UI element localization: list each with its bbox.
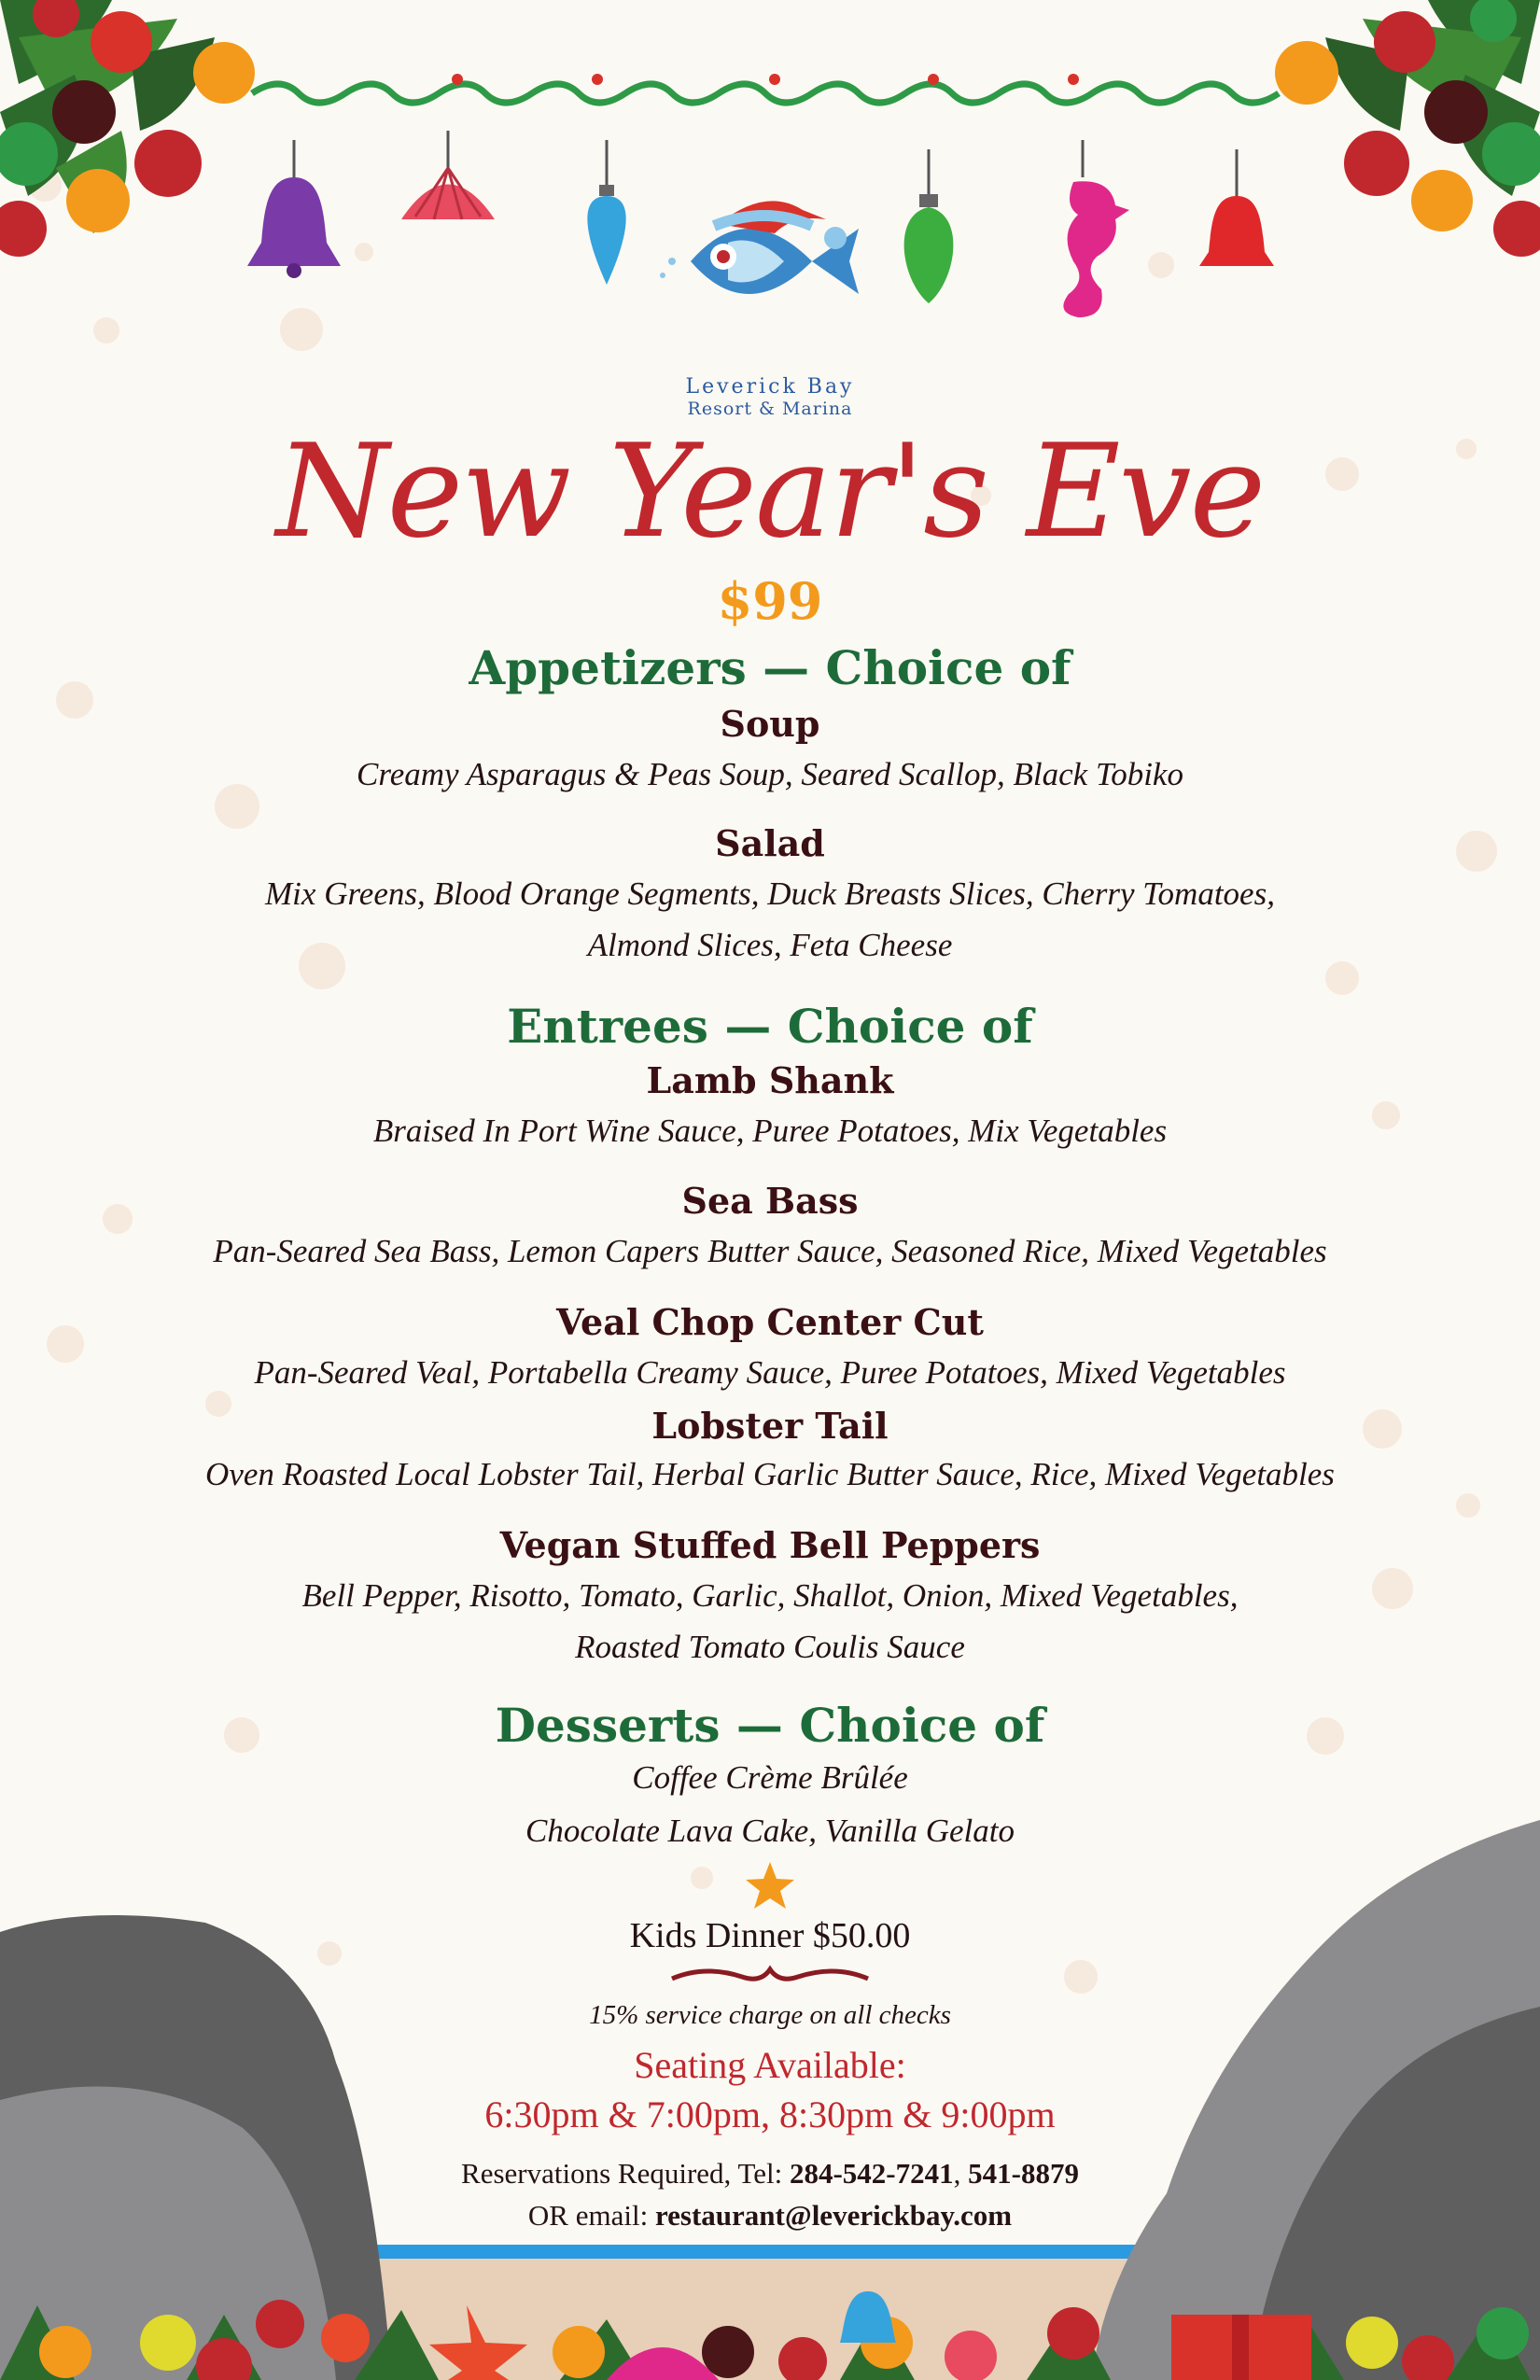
starfish-icon [429, 2305, 527, 2380]
dish-lobster-tail: Lobster Tail [651, 1405, 889, 1447]
green-drop-ornament-icon [891, 149, 966, 308]
bottom-ornaments [0, 2240, 1540, 2380]
page-title: New Year's Eve [275, 416, 1265, 567]
tel-prefix: Reservations Required, Tel: [461, 2157, 790, 2190]
dish-vegan-peppers: Vegan Stuffed Bell Peppers [499, 1524, 1041, 1566]
dish-salad-desc-2: Almond Slices, Feta Cheese [587, 927, 953, 963]
seating-label: Seating Available: [634, 2044, 906, 2086]
tel-separator: , [953, 2157, 969, 2190]
email-prefix: OR email: [527, 2199, 655, 2232]
shell-ornament-icon [397, 131, 499, 233]
section-appetizers: Appetizers — Choice of [469, 640, 1071, 695]
phone-number-1[interactable]: 284-542-7241 [789, 2157, 954, 2190]
dish-lamb-shank-desc: Braised In Port Wine Sauce, Puree Potatoes, Mix Vegetables [372, 1113, 1168, 1149]
brand-subtitle: Resort & Marina [687, 399, 853, 419]
red-bell-ornament-icon [1185, 149, 1288, 280]
dish-soup: Soup [720, 703, 820, 745]
brand-name: Leverick Bay [685, 375, 855, 399]
seahorse-ornament-icon [1036, 140, 1139, 327]
kids-dinner: Kids Dinner $50.00 [629, 1916, 911, 1955]
price: $99 [717, 571, 823, 631]
dish-veal-chop-desc: Pan-Seared Veal, Portabella Creamy Sauce, Puree Potatoes, Mixed Vegetables [254, 1354, 1286, 1391]
dish-salad: Salad [715, 822, 825, 864]
email-link[interactable]: restaurant@leverickbay.com [654, 2199, 1013, 2232]
seating-times: 6:30pm & 7:00pm, 8:30pm & 9:00pm [484, 2093, 1056, 2135]
dish-sea-bass: Sea Bass [681, 1180, 859, 1222]
drop-ornament-icon [569, 140, 644, 289]
fish-logo-icon [653, 168, 887, 355]
service-charge: 15% service charge on all checks [589, 2000, 951, 2030]
dish-sea-bass-desc: Pan-Seared Sea Bass, Lemon Capers Butter Sauce, Seasoned Rice, Mixed Vegetables [213, 1233, 1327, 1269]
dish-vegan-peppers-desc-1: Bell Pepper, Risotto, Tomato, Garlic, Shallot, Onion, Mixed Vegetables, [301, 1577, 1239, 1614]
section-desserts: Desserts — Choice of [495, 1698, 1045, 1753]
dish-salad-desc-1: Mix Greens, Blood Orange Segments, Duck Breasts Slices, Cherry Tomatoes, [265, 875, 1275, 912]
dish-lamb-shank: Lamb Shank [646, 1059, 894, 1101]
dessert-1: Coffee Crème Brûlée [632, 1759, 908, 1796]
dish-soup-desc: Creamy Asparagus & Peas Soup, Seared Scallop, Black Tobiko [357, 756, 1183, 792]
dish-veal-chop: Veal Chop Center Cut [556, 1301, 984, 1343]
dish-vegan-peppers-desc-2: Roasted Tomato Coulis Sauce [575, 1629, 965, 1665]
section-entrees: Entrees — Choice of [507, 999, 1033, 1054]
phone-number-2[interactable]: 541-8879 [968, 2157, 1079, 2190]
bell-ornament-icon [238, 140, 350, 280]
dish-lobster-tail-desc: Oven Roasted Local Lobster Tail, Herbal Garlic Butter Sauce, Rice, Mixed Vegetables [205, 1456, 1335, 1492]
dessert-2: Chocolate Lava Cake, Vanilla Gelato [525, 1813, 1015, 1849]
